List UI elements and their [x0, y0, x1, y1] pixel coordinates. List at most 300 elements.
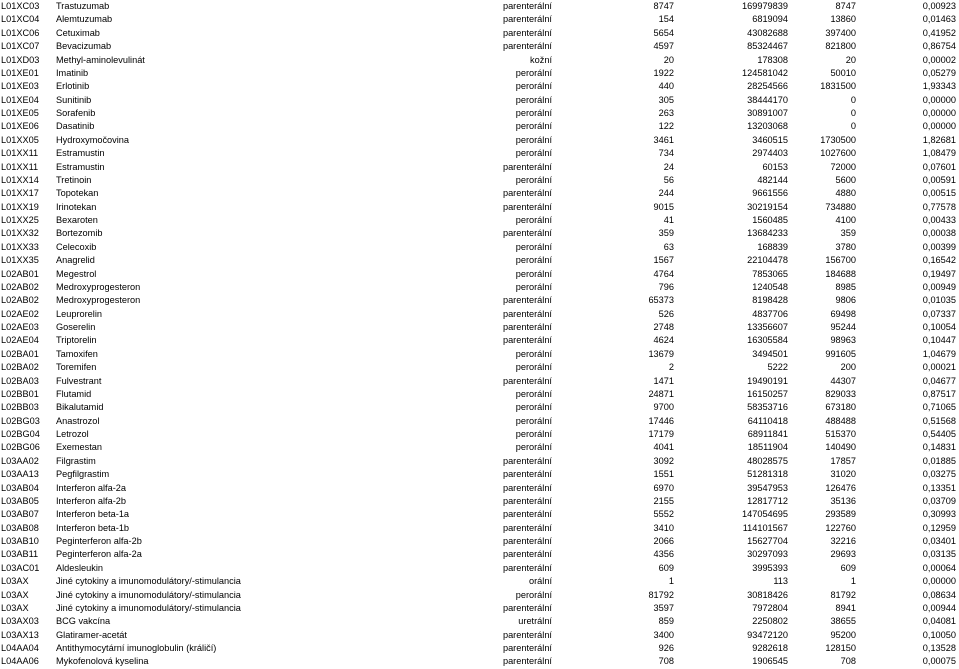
row-name: Jiné cytokiny a imunomodulátory/-stimulancia: [56, 602, 241, 613]
row-value-2: 482144: [757, 174, 788, 185]
row-value-1: 796: [658, 281, 674, 292]
table-row: [0, 602, 959, 615]
table-row: [0, 120, 959, 133]
row-name: Trastuzumab: [56, 1, 110, 11]
table-row: [0, 268, 959, 281]
row-value-3: 13860: [830, 14, 856, 25]
row-value-4: 0,13528: [922, 643, 956, 653]
row-code: L03AX13: [1, 629, 39, 640]
row-value-3: 1027600: [820, 148, 856, 159]
row-name: Bexaroten: [56, 215, 98, 225]
row-value-1: 3461: [653, 134, 674, 145]
row-value-4: 0,54405: [922, 429, 956, 439]
row-name: Medroxyprogesteron: [56, 295, 141, 306]
row-value-2: 2250802: [752, 616, 788, 627]
row-value-2: 43082688: [747, 27, 788, 38]
row-name: Hydroxymočovina: [56, 134, 130, 145]
row-value-3: 9806: [835, 295, 856, 306]
row-name: Glatiramer-acetát: [56, 629, 127, 640]
row-value-2: 48028575: [747, 455, 788, 466]
table-row: [0, 54, 959, 67]
row-route: parenterální: [502, 41, 552, 52]
row-value-2: 1906545: [752, 656, 788, 667]
row-code: L01XX35: [1, 255, 39, 266]
row-code: L02AB02: [1, 281, 39, 292]
row-value-1: 13679: [648, 348, 674, 359]
row-name: Mykofenolová kyselina: [56, 656, 149, 667]
row-value-1: 3400: [653, 629, 674, 640]
row-value-3: 3780: [835, 241, 856, 252]
row-value-4: 0,00064: [922, 562, 956, 573]
row-name: Sunitinib: [56, 94, 92, 105]
row-code: L03AX03: [1, 616, 39, 627]
table-row: [0, 415, 959, 428]
table-row: [0, 508, 959, 521]
row-value-4: 0,00944: [922, 602, 956, 613]
row-code: L02BG03: [1, 415, 40, 426]
table-row: [0, 174, 959, 187]
row-value-3: 50010: [830, 67, 856, 78]
row-code: L02AE04: [1, 335, 39, 346]
row-value-3: 122760: [825, 522, 856, 533]
row-value-2: 3995393: [752, 562, 788, 573]
row-value-2: 169979839: [742, 1, 788, 11]
row-code: L02BB01: [1, 388, 39, 399]
row-value-3: 8985: [835, 281, 856, 292]
row-value-2: 58353716: [747, 402, 788, 413]
row-value-4: 0,10054: [922, 322, 956, 332]
row-value-3: 20: [845, 54, 856, 65]
row-value-3: 0: [850, 94, 856, 105]
table-row: [0, 361, 959, 374]
row-value-4: 0,04677: [922, 375, 956, 386]
row-name: Bevacizumab: [56, 41, 112, 52]
row-value-3: 156700: [825, 255, 856, 266]
row-value-3: 128150: [825, 643, 856, 653]
row-value-4: 0,12959: [922, 522, 956, 533]
row-value-1: 708: [658, 656, 674, 667]
row-value-1: 244: [658, 188, 674, 199]
row-value-3: 72000: [830, 161, 856, 172]
row-value-3: 991605: [825, 348, 856, 359]
table-row: [0, 0, 959, 13]
row-value-2: 168839: [757, 241, 788, 252]
row-value-4: 0,01885: [922, 455, 956, 466]
table-row: [0, 575, 959, 588]
row-route: parenterální: [502, 201, 552, 212]
row-route: perorální: [515, 402, 552, 413]
row-value-2: 2974403: [752, 148, 788, 159]
row-value-2: 60153: [762, 161, 788, 172]
row-value-4: 0,03275: [922, 469, 956, 480]
row-value-4: 0,00000: [922, 121, 956, 132]
table-row: [0, 455, 959, 468]
row-route: parenterální: [502, 375, 552, 386]
table-row: [0, 147, 959, 160]
row-value-4: 1,08479: [922, 148, 956, 159]
row-value-3: 29693: [830, 549, 856, 560]
table-row: [0, 562, 959, 575]
row-value-3: 31020: [830, 469, 856, 480]
row-value-2: 38444170: [747, 94, 788, 105]
row-code: L01XD03: [1, 54, 40, 65]
row-route: parenterální: [502, 509, 552, 520]
table-row: [0, 629, 959, 642]
row-value-1: 2748: [653, 322, 674, 332]
row-value-4: 0,00515: [922, 188, 956, 199]
row-value-3: 5600: [835, 174, 856, 185]
row-route: parenterální: [502, 602, 552, 613]
table-row: [0, 201, 959, 214]
row-value-2: 13356607: [747, 322, 788, 332]
row-value-1: 359: [658, 228, 674, 239]
row-value-4: 0,19497: [922, 268, 956, 279]
row-value-2: 6819094: [752, 14, 788, 25]
row-code: L03AX: [1, 589, 29, 600]
row-value-1: 305: [658, 94, 674, 105]
row-code: L01XX17: [1, 188, 39, 199]
row-value-2: 68911841: [747, 429, 788, 439]
row-route: parenterální: [502, 322, 552, 332]
row-value-1: 859: [658, 616, 674, 627]
row-name: Topotekan: [56, 188, 99, 199]
row-route: perorální: [515, 348, 552, 359]
row-code: L01XX25: [1, 215, 39, 225]
row-value-2: 124581042: [742, 67, 788, 78]
row-value-2: 85324467: [747, 41, 788, 52]
row-name: Interferon alfa-2b: [56, 495, 126, 506]
row-route: perorální: [515, 174, 552, 185]
row-route: perorální: [515, 148, 552, 159]
row-value-4: 0,07601: [922, 161, 956, 172]
row-value-1: 63: [663, 241, 674, 252]
row-value-2: 30297093: [747, 549, 788, 560]
row-value-3: 200: [840, 362, 856, 373]
row-value-4: 0,10447: [922, 335, 956, 346]
row-value-1: 24871: [648, 388, 674, 399]
table-row: [0, 334, 959, 347]
row-name: Interferon beta-1b: [56, 522, 130, 533]
row-value-3: 8747: [835, 1, 856, 11]
row-route: parenterální: [502, 469, 552, 480]
row-name: Anastrozol: [56, 415, 100, 426]
row-route: perorální: [515, 589, 552, 600]
row-value-3: 32216: [830, 536, 856, 546]
row-code: L01XC07: [1, 41, 40, 52]
row-value-2: 8198428: [752, 295, 788, 306]
row-code: L03AA13: [1, 469, 39, 480]
row-value-3: 69498: [830, 308, 856, 319]
row-route: parenterální: [502, 522, 552, 533]
row-value-3: 293589: [825, 509, 856, 520]
row-code: L01XX32: [1, 228, 39, 239]
row-code: L03AB04: [1, 482, 39, 493]
row-code: L01XC06: [1, 27, 40, 38]
row-name: Letrozol: [56, 429, 89, 439]
row-name: Bikalutamid: [56, 402, 104, 413]
row-value-2: 22104478: [747, 255, 788, 266]
table-row: [0, 589, 959, 602]
row-route: parenterální: [502, 643, 552, 653]
row-value-1: 1: [668, 576, 674, 587]
row-value-4: 0,00002: [922, 54, 956, 65]
row-value-3: 673180: [825, 402, 856, 413]
row-value-1: 3410: [653, 522, 674, 533]
row-value-1: 440: [658, 81, 674, 92]
row-code: L01XE04: [1, 94, 39, 105]
row-name: Pegfilgrastim: [56, 469, 110, 480]
row-value-4: 0,00000: [922, 94, 956, 105]
row-code: L01XX11: [1, 161, 39, 172]
row-name: Cetuximab: [56, 27, 100, 38]
row-value-4: 0,14831: [922, 442, 956, 453]
row-value-3: 359: [840, 228, 856, 239]
row-code: L03AB07: [1, 509, 39, 520]
row-value-1: 526: [658, 308, 674, 319]
row-code: L03AB05: [1, 495, 39, 506]
row-value-2: 39547953: [747, 482, 788, 493]
row-value-1: 2066: [653, 536, 674, 546]
table-row: [0, 348, 959, 361]
row-value-3: 708: [840, 656, 856, 667]
row-code: L03AA02: [1, 455, 39, 466]
row-value-1: 56: [663, 174, 674, 185]
row-value-1: 41: [663, 215, 674, 225]
table-row: [0, 522, 959, 535]
row-value-2: 113: [773, 576, 788, 587]
row-route: perorální: [515, 241, 552, 252]
row-value-2: 30891007: [747, 108, 788, 118]
row-value-2: 9282618: [752, 643, 788, 653]
row-value-2: 13684233: [747, 228, 788, 239]
row-value-3: 515370: [825, 429, 856, 439]
row-route: perorální: [515, 121, 552, 132]
row-route: perorální: [515, 388, 552, 399]
row-code: L03AC01: [1, 562, 40, 573]
row-value-1: 5654: [653, 27, 674, 38]
row-value-2: 30818426: [747, 589, 788, 600]
table-row: [0, 281, 959, 294]
table-row: [0, 107, 959, 120]
row-value-3: 38655: [830, 616, 856, 627]
row-route: parenterální: [502, 549, 552, 560]
row-value-1: 9700: [653, 402, 674, 413]
row-value-3: 44307: [830, 375, 856, 386]
row-value-2: 30219154: [747, 201, 788, 212]
row-route: parenterální: [502, 161, 552, 172]
row-value-1: 65373: [648, 295, 674, 306]
row-value-4: 0,41952: [922, 27, 956, 38]
row-value-2: 147054695: [742, 509, 788, 520]
row-value-1: 2: [668, 362, 674, 373]
row-value-3: 184688: [825, 268, 856, 279]
table-row: [0, 227, 959, 240]
row-code: L04AA04: [1, 643, 39, 653]
row-name: Erlotinib: [56, 81, 90, 92]
row-value-3: 140490: [825, 442, 856, 453]
row-route: parenterální: [502, 495, 552, 506]
row-value-1: 1922: [653, 67, 674, 78]
row-name: Methyl-aminolevulinát: [56, 54, 145, 65]
row-code: L03AB08: [1, 522, 39, 533]
row-code: L04AA06: [1, 656, 39, 667]
row-value-1: 1567: [653, 255, 674, 266]
row-value-1: 3597: [653, 602, 674, 613]
row-value-1: 734: [658, 148, 674, 159]
row-value-3: 821800: [825, 41, 856, 52]
row-value-3: 1831500: [820, 81, 856, 92]
row-value-4: 0,03709: [922, 495, 956, 506]
table-row: [0, 13, 959, 26]
table-row: [0, 642, 959, 655]
row-value-1: 4597: [653, 41, 674, 52]
row-code: L01XX11: [1, 148, 39, 159]
table-row: [0, 401, 959, 414]
row-name: BCG vakcína: [56, 616, 111, 627]
row-value-2: 1560485: [752, 215, 788, 225]
row-route: parenterální: [502, 335, 552, 346]
table-row: [0, 441, 959, 454]
row-name: Imatinib: [56, 67, 89, 78]
table-row: [0, 294, 959, 307]
row-value-2: 9661556: [752, 188, 788, 199]
row-value-3: 734880: [825, 201, 856, 212]
row-code: L02BA03: [1, 375, 39, 386]
row-value-4: 0,16542: [922, 255, 956, 266]
row-value-1: 81792: [648, 589, 674, 600]
row-code: L01XC03: [1, 1, 40, 11]
row-name: Dasatinib: [56, 121, 95, 132]
row-value-1: 9015: [653, 201, 674, 212]
row-route: perorální: [515, 67, 552, 78]
row-route: parenterální: [502, 14, 552, 25]
row-route: uretrální: [518, 616, 552, 627]
row-value-2: 16305584: [747, 335, 788, 346]
row-route: perorální: [515, 108, 552, 118]
row-value-4: 0,03135: [922, 549, 956, 560]
row-name: Aldesleukin: [56, 562, 103, 573]
row-value-1: 2155: [653, 495, 674, 506]
row-value-3: 126476: [825, 482, 856, 493]
table-row: [0, 482, 959, 495]
row-code: L02BB03: [1, 402, 39, 413]
row-route: perorální: [515, 81, 552, 92]
row-name: Interferon alfa-2a: [56, 482, 126, 493]
row-value-2: 15627704: [747, 536, 788, 546]
table-row: [0, 428, 959, 441]
row-value-4: 0,00923: [922, 1, 956, 11]
row-name: Megestrol: [56, 268, 97, 279]
row-name: Triptorelin: [56, 335, 97, 346]
row-route: parenterální: [502, 455, 552, 466]
row-value-4: 0,00949: [922, 281, 956, 292]
row-value-2: 178308: [757, 54, 788, 65]
row-value-2: 3460515: [752, 134, 788, 145]
row-route: perorální: [515, 268, 552, 279]
row-value-3: 488488: [825, 415, 856, 426]
row-code: L01XX19: [1, 201, 39, 212]
row-value-2: 19490191: [747, 375, 788, 386]
row-name: Leuprorelin: [56, 308, 102, 319]
row-value-4: 0,77578: [922, 201, 956, 212]
row-value-3: 95200: [830, 629, 856, 640]
row-value-1: 4624: [653, 335, 674, 346]
row-value-2: 114101567: [742, 522, 788, 533]
table-row: [0, 67, 959, 80]
row-code: L01XC04: [1, 14, 40, 25]
row-code: L02BG06: [1, 442, 40, 453]
row-value-1: 263: [658, 108, 674, 118]
row-value-4: 1,04679: [922, 348, 956, 359]
row-value-4: 0,10050: [922, 629, 956, 640]
table-row: [0, 308, 959, 321]
table-row: [0, 94, 959, 107]
row-code: L01XX14: [1, 174, 39, 185]
row-code: L01XE05: [1, 108, 39, 118]
row-value-4: 0,03401: [922, 536, 956, 546]
row-route: parenterální: [502, 1, 552, 11]
row-value-1: 4356: [653, 549, 674, 560]
row-value-4: 0,00000: [922, 108, 956, 118]
table-row: [0, 655, 959, 668]
row-value-3: 1: [850, 576, 856, 587]
row-route: perorální: [515, 134, 552, 145]
row-route: kožní: [530, 54, 552, 65]
row-code: L01XE06: [1, 121, 39, 132]
table-row: [0, 375, 959, 388]
row-value-2: 18511904: [747, 442, 788, 453]
row-code: L02AE02: [1, 308, 39, 319]
row-route: orální: [529, 576, 552, 587]
row-value-1: 1471: [653, 375, 674, 386]
row-value-4: 0,00038: [922, 228, 956, 239]
row-value-4: 1,93343: [922, 81, 956, 92]
row-value-4: 0,00021: [922, 362, 956, 373]
row-name: Irinotekan: [56, 201, 97, 212]
row-name: Fulvestrant: [56, 375, 102, 386]
row-value-3: 35136: [830, 495, 856, 506]
row-value-4: 0,00591: [922, 174, 956, 185]
row-value-2: 64110418: [747, 415, 788, 426]
row-route: parenterální: [502, 482, 552, 493]
table-row: [0, 615, 959, 628]
row-value-2: 7972804: [752, 602, 788, 613]
row-route: parenterální: [502, 656, 552, 667]
row-value-3: 0: [850, 121, 856, 132]
row-value-1: 122: [658, 121, 674, 132]
row-code: L01XX05: [1, 134, 39, 145]
row-name: Antithymocytární imunoglobulin (králičí): [56, 643, 217, 653]
row-value-4: 0,00399: [922, 241, 956, 252]
row-name: Celecoxib: [56, 241, 97, 252]
row-value-2: 28254566: [747, 81, 788, 92]
row-route: perorální: [515, 215, 552, 225]
row-code: L02BA01: [1, 348, 39, 359]
row-code: L01XE03: [1, 81, 39, 92]
row-route: parenterální: [502, 188, 552, 199]
table-row: [0, 495, 959, 508]
row-name: Medroxyprogesteron: [56, 281, 141, 292]
row-value-2: 93472120: [747, 629, 788, 640]
row-value-1: 17446: [648, 415, 674, 426]
row-name: Toremifen: [56, 362, 97, 373]
row-value-4: 0,87517: [922, 388, 956, 399]
table-row: [0, 535, 959, 548]
row-value-4: 0,71065: [922, 402, 956, 413]
row-value-1: 4041: [653, 442, 674, 453]
row-value-4: 0,30993: [922, 509, 956, 520]
row-value-3: 98963: [830, 335, 856, 346]
